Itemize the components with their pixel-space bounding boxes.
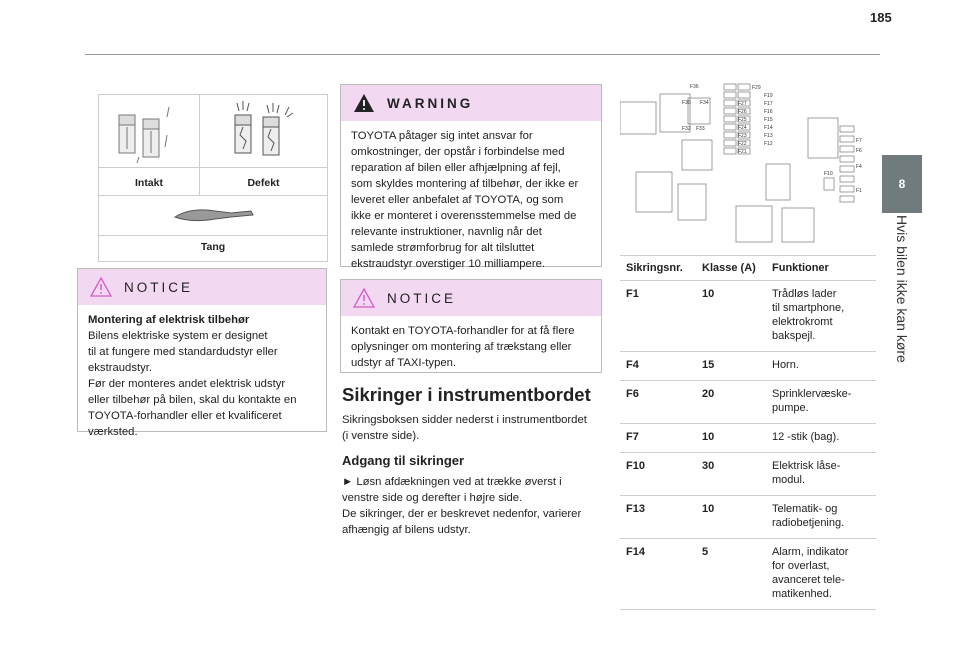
- fuse-number: F7: [620, 424, 696, 453]
- fuse-function: 12 -stik (bag).: [766, 424, 876, 453]
- notice-line: TOYOTA-forhandler eller et kvalificeret: [88, 410, 282, 422]
- notice-triangle-icon: [353, 288, 375, 308]
- column-header: Klasse (A): [696, 256, 766, 281]
- fuse-ampere: 20: [696, 381, 766, 424]
- intact-fuse-image: [113, 103, 185, 165]
- fuse-number: F1: [620, 281, 696, 352]
- chapter-tab[interactable]: 8: [882, 155, 922, 213]
- fuse-function: Alarm, indikator for overlast, avanceret tele- matikenhed.: [766, 539, 876, 610]
- fuse-function: Elektrisk låse- modul.: [766, 453, 876, 496]
- notice-line: værksted.: [88, 426, 138, 438]
- svg-text:F33: F33: [696, 126, 705, 132]
- svg-text:F34: F34: [700, 100, 709, 106]
- notice-header: [341, 280, 601, 316]
- warning-title: WARNING: [387, 95, 474, 111]
- svg-text:F19: F19: [764, 93, 773, 99]
- svg-text:F16: F16: [764, 109, 773, 115]
- table-row: [620, 352, 876, 381]
- table-row: [620, 539, 876, 610]
- table-row: [620, 381, 876, 424]
- notice-line: Bilens elektriske system er designet: [88, 330, 268, 342]
- svg-text:F15: F15: [764, 117, 773, 123]
- tong-label: Tang: [200, 241, 226, 253]
- notice-line: oplysninger om montering af trækstang eller: [351, 341, 572, 353]
- table-row: [620, 281, 876, 352]
- notice-line: ekstraudstyr.: [88, 362, 153, 374]
- fuse-number: F4: [620, 352, 696, 381]
- notice-title: NOTICE: [387, 290, 457, 306]
- notice-line: til at fungere med standardudstyr eller: [88, 346, 278, 358]
- fuse-number: F6: [620, 381, 696, 424]
- notice-title: NOTICE: [124, 279, 194, 295]
- defect-label: Defekt: [247, 177, 280, 189]
- warning-line: relevante instruktioner, navnlig når det: [351, 226, 542, 238]
- fuse-box-diagram: [620, 80, 876, 250]
- tong-image: [171, 205, 257, 225]
- warning-box: [340, 84, 602, 270]
- svg-text:F12: F12: [764, 141, 773, 147]
- intact-label: Intakt: [134, 177, 163, 189]
- warning-line: som skyldes montering af tilbehør, der ikke er: [351, 178, 579, 190]
- svg-text:F24: F24: [738, 125, 747, 131]
- svg-text:F25: F25: [738, 117, 747, 123]
- access-text: ► Løsn afdækningen ved at trække øverst i venstre side og derefter i højre side. De sikringer, der er beskrevet nedenfor, varierer afhængig af bilens udstyr.: [342, 476, 582, 536]
- fuse-ampere: 10: [696, 424, 766, 453]
- table-row: [620, 424, 876, 453]
- svg-text:F27: F27: [738, 101, 747, 107]
- notice-line: eller tilbehør på bilen, skal du kontakte en: [88, 394, 297, 406]
- fuse-number: F10: [620, 453, 696, 496]
- notice-heading: Montering af elektrisk tilbehør: [88, 314, 250, 326]
- section-intro: Sikringsboksen sidder nederst i instrumentbordet (i venstre side).: [342, 414, 587, 442]
- svg-text:F7: F7: [856, 138, 862, 144]
- svg-text:F30: F30: [682, 100, 691, 106]
- notice-line: Før der monteres andet elektrisk udstyr: [88, 378, 286, 390]
- section-title: Sikringer i instrumentbordet: [342, 384, 591, 405]
- fuse-function: Horn.: [766, 352, 876, 381]
- fuse-illustration-table: [98, 94, 328, 262]
- column-header: Funktioner: [766, 256, 876, 281]
- warning-line: omkostninger, der opstår i forbindelse med: [351, 146, 565, 158]
- fuse-ampere: 10: [696, 281, 766, 352]
- warning-header: [341, 85, 601, 121]
- warning-line: ekstraudstyr overstiger 10 milliampere.: [351, 258, 545, 270]
- defect-fuse-image: [227, 101, 307, 165]
- warning-line: samlede strømforbrug for alt tilsluttet: [351, 242, 535, 254]
- svg-text:F22: F22: [738, 141, 747, 147]
- fuse-number: F14: [620, 539, 696, 610]
- svg-text:F1: F1: [856, 188, 862, 194]
- table-row: [620, 496, 876, 539]
- svg-text:F36: F36: [690, 84, 699, 90]
- fuse-ampere: 15: [696, 352, 766, 381]
- svg-text:F4: F4: [856, 164, 862, 170]
- notice-header: [78, 269, 326, 305]
- fuse-number: F13: [620, 496, 696, 539]
- fuse-function: Trådløs lader til smartphone, elektrokromt bakspejl.: [766, 281, 876, 352]
- warning-line: leveret eller anbefalet af TOYOTA, og som: [351, 194, 564, 206]
- fuse-function: Sprinklervæske- pumpe.: [766, 381, 876, 424]
- svg-text:F29: F29: [752, 85, 761, 91]
- svg-text:F13: F13: [764, 133, 773, 139]
- access-heading: Adgang til sikringer: [342, 453, 465, 468]
- notice-box-accessories: [77, 268, 327, 438]
- page-number: 185: [870, 10, 892, 25]
- fuse-ampere: 30: [696, 453, 766, 496]
- chapter-title: Hvis bilen ikke kan køre: [894, 215, 910, 363]
- divider: [85, 54, 880, 55]
- warning-line: ikke er monteret i overensstemmelse med de: [351, 210, 577, 222]
- column-header: Sikringsnr.: [620, 256, 696, 281]
- table-header-row: [620, 256, 876, 281]
- warning-line: reparation af bilen eller afhjælpning af fejl,: [351, 162, 561, 174]
- svg-text:F26: F26: [738, 109, 747, 115]
- warning-line: TOYOTA påtager sig intet ansvar for: [351, 130, 533, 142]
- notice-line: udstyr af TAXI-typen.: [351, 357, 457, 369]
- table-row: [620, 453, 876, 496]
- svg-text:F23: F23: [738, 133, 747, 139]
- notice-triangle-icon: [90, 277, 112, 297]
- fuse-ampere: 10: [696, 496, 766, 539]
- fuse-table: [620, 255, 876, 610]
- svg-text:F14: F14: [764, 125, 773, 131]
- fuse-function: Telematik- og radiobetjening.: [766, 496, 876, 539]
- svg-text:F6: F6: [856, 148, 862, 154]
- notice-line: Kontakt en TOYOTA-forhandler for at få flere: [351, 325, 575, 337]
- svg-text:F21: F21: [738, 149, 747, 155]
- svg-text:F10: F10: [824, 171, 833, 177]
- svg-text:F32: F32: [682, 126, 691, 132]
- warning-triangle-icon: [353, 93, 375, 113]
- svg-text:F17: F17: [764, 101, 773, 107]
- notice-box-towbar: [340, 279, 602, 373]
- fuse-ampere: 5: [696, 539, 766, 610]
